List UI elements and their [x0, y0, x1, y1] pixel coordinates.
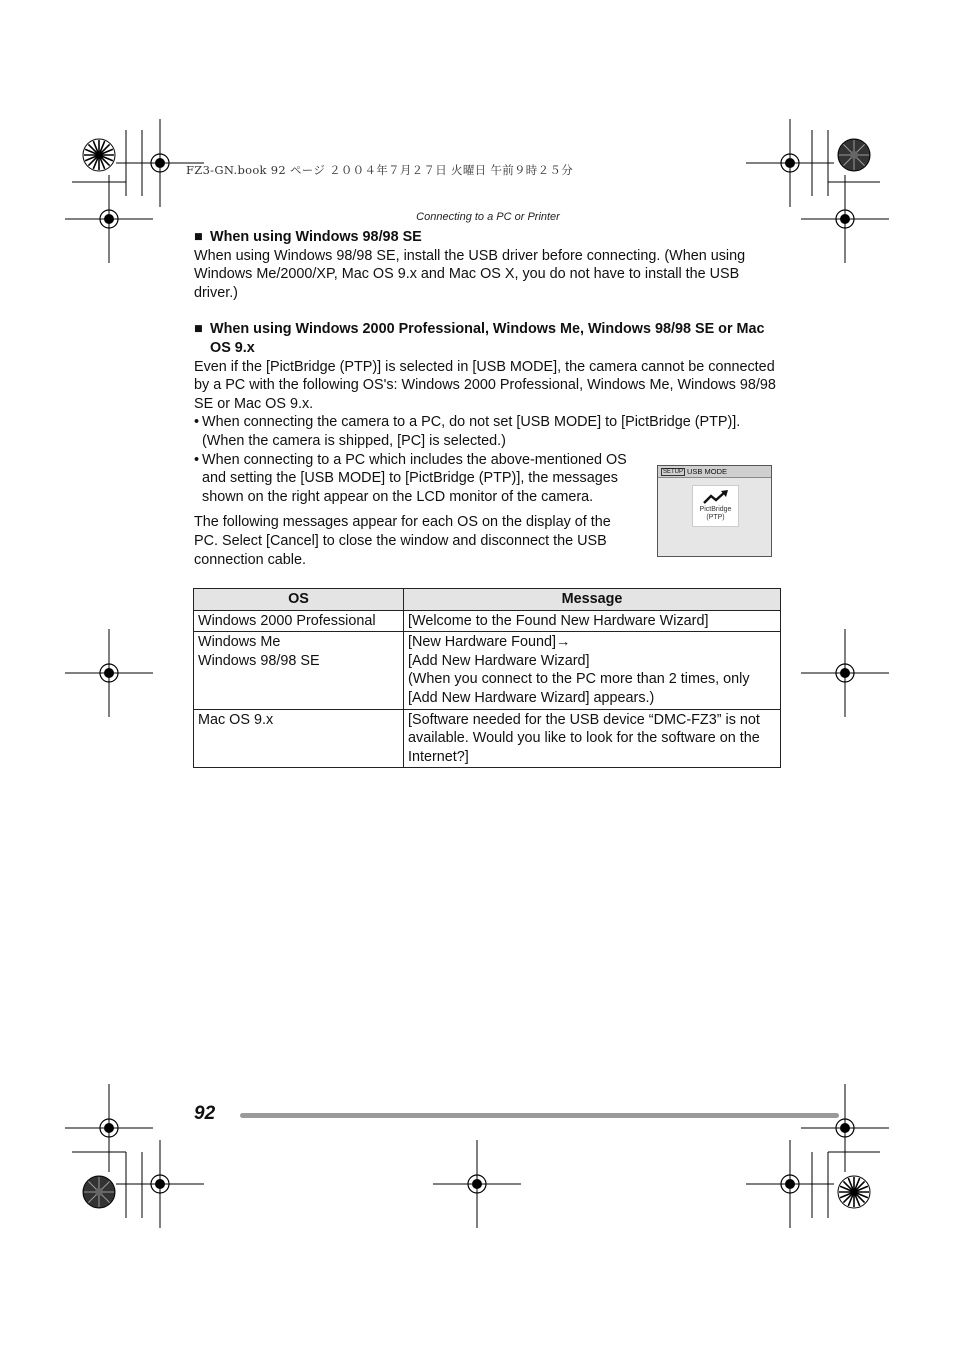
- lcd-monitor-illustration: [657, 465, 772, 557]
- footer-rule: [240, 1113, 839, 1118]
- bullet-glyph: •: [194, 414, 200, 431]
- bullet-item: [194, 451, 647, 507]
- section-body-2: Even if the [PictBridge (PTP)] is selected in [USB MODE], the camera cannot be connected by a PC with the following OS's: Windows 2000 Professional, Windows Me, Windows 98/98 SE or Mac OS 9.x.: [194, 358, 776, 412]
- lcd-label-line2: (PTP): [706, 513, 725, 521]
- lcd-label-line1: PictBridge: [699, 506, 732, 513]
- print-slug: FZ3-GN.book 92 ページ ２００４年７月２７日 火曜日 午前９時２５分: [186, 163, 573, 177]
- bullet-item: [194, 413, 782, 450]
- table-row: [194, 610, 781, 632]
- section-body-1: When using Windows 98/98 SE, install the USB driver before connecting. (When using Windows Me/2000/XP, Mac OS 9.x and Mac OS X, you do not have to install the USB driver.): [194, 247, 746, 301]
- os-line: Mac OS 9.x: [198, 711, 274, 728]
- table-row: [194, 632, 781, 709]
- lcd-menu-bar: [658, 466, 771, 478]
- message-cell: [404, 632, 781, 709]
- bullet-text: When connecting to a PC which includes the above-mentioned OS and setting the [USB MODE] to [PictBridge (PTP)], the messages shown on the right appear on the LCD monitor of the camera.: [202, 451, 627, 505]
- section-heading-text: When using Windows 2000 Professional, Windows Me, Windows 98/98 SE or Mac OS 9.x: [210, 321, 765, 356]
- os-line: Windows 2000 Professional: [198, 612, 376, 629]
- os-cell: [194, 610, 404, 632]
- message-line: [Welcome to the Found New Hardware Wizard]: [408, 612, 709, 629]
- closing-paragraph: The following messages appear for each OS on the display of the PC. Select [Cancel] to close the window and disconnect the USB connection cable.: [194, 514, 611, 568]
- running-head: Connecting to a PC or Printer: [416, 211, 560, 223]
- square-bullet-icon: ■: [194, 229, 203, 245]
- message-cell: [404, 709, 781, 768]
- bullet-text: When connecting the camera to a PC, do not set [USB MODE] to [PictBridge (PTP)]. (When the camera is shipped, [PC] is selected.): [202, 414, 741, 449]
- column-header-message: Message: [404, 589, 781, 611]
- table-row: [194, 709, 781, 768]
- square-bullet-icon: ■: [194, 321, 203, 338]
- os-line: Windows 98/98 SE: [198, 652, 320, 669]
- section-heading-1: [194, 228, 782, 247]
- section-heading-text: When using Windows 98/98 SE: [210, 229, 422, 245]
- pictbridge-icon: [701, 489, 731, 506]
- message-line: (When you connect to the PC more than 2 times, only [Add New Hardware Wizard] appears.): [408, 671, 750, 706]
- section-heading-2: [194, 320, 782, 357]
- column-header-os: OS: [194, 589, 404, 611]
- lcd-menu-title: USB MODE: [687, 467, 728, 476]
- os-cell: [194, 709, 404, 768]
- message-cell: [404, 610, 781, 632]
- lcd-option-tile: [692, 485, 739, 527]
- table-header-row: [194, 589, 781, 611]
- message-line: [Add New Hardware Wizard]: [408, 652, 590, 669]
- setup-menu-icon: SETUP: [663, 469, 684, 475]
- os-message-table: [193, 588, 781, 768]
- bullet-glyph: •: [194, 451, 200, 468]
- os-cell: [194, 632, 404, 709]
- message-line: [Software needed for the USB device “DMC-FZ3” is not available. Would you like to look for the software on the Internet?]: [408, 711, 760, 765]
- message-line: [New Hardware Found]→: [408, 634, 571, 651]
- page-number: 92: [194, 1103, 216, 1124]
- os-line: Windows Me: [198, 634, 281, 651]
